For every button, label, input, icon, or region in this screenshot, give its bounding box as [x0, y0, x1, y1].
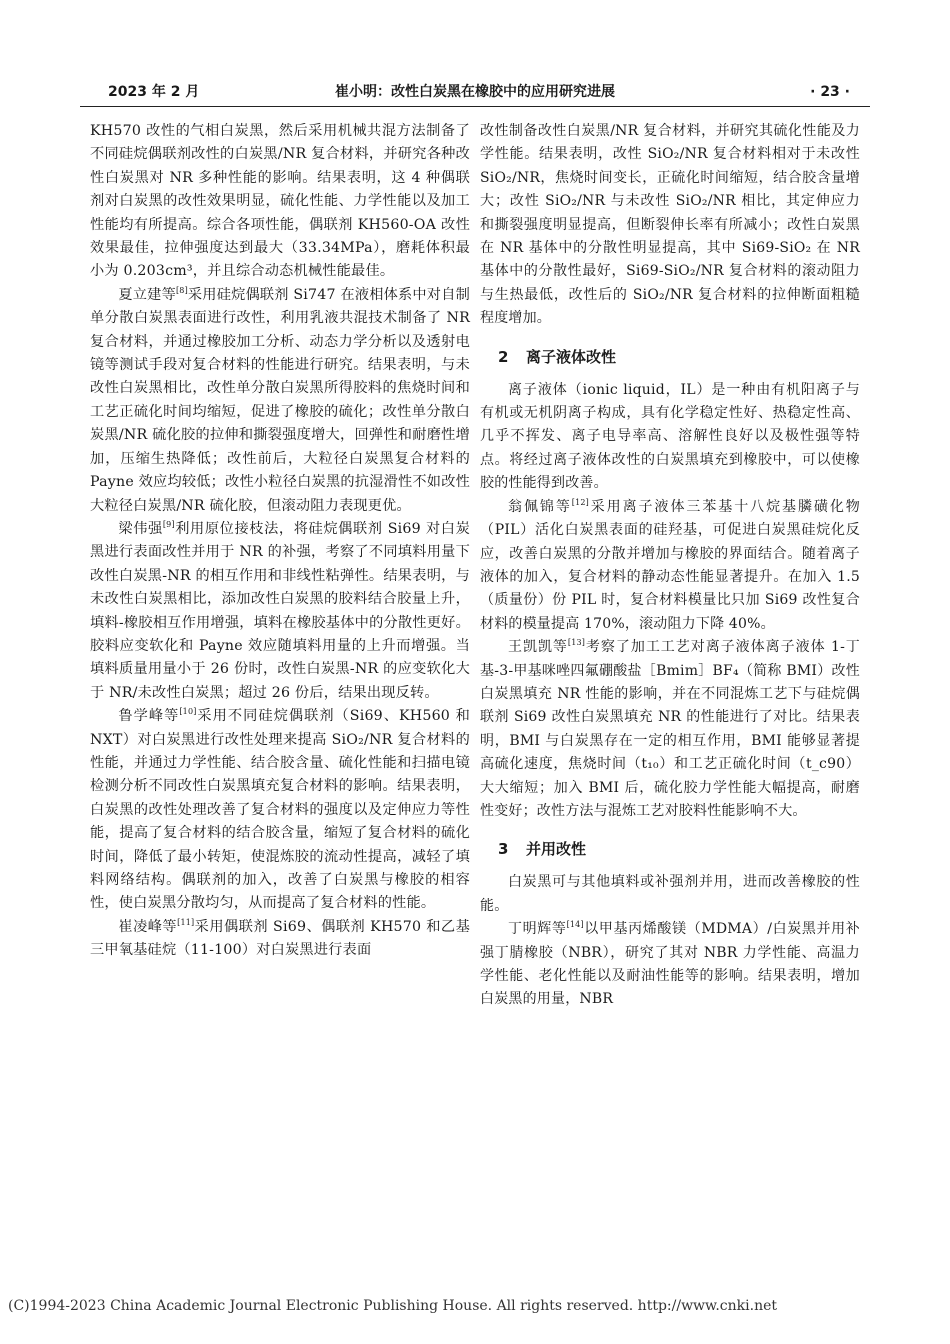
paragraph-text: 利用原位接枝法，将硅烷偶联剂 Si69 对白炭黑进行表面改性并用于 NR 的补强，考察了不同填料用量下改性白炭黑-NR 的相互作用和非线性粘弹性。结果表明，与未改性白炭黑相比，添加改性白炭黑的胶料结合胶量上升，填料-橡胶相互作用增强，填料在橡胶基体中的分散性更好。胶料应变软化和 Payne 效应随填料用量的上升而增强。当填料质量用量小于 26 份时，改性白炭黑-NR 的应变软化大于 NR/未改性白炭黑；超过 26 份后，结果出现反转。 [90, 520, 470, 701]
paragraph [480, 636, 860, 823]
issue-date: 2023 年 2 月 [108, 84, 200, 100]
author: 夏立建等 [118, 286, 176, 303]
section-heading [480, 837, 860, 861]
author: 梁伟强 [118, 520, 163, 537]
copyright-footer: (C)1994-2023 China Academic Journal Electronic Publishing House. All rights reserved. http://www.cnki.net [8, 1298, 778, 1314]
section-title: 并用改性 [526, 840, 587, 859]
running-header [80, 80, 870, 104]
paragraph: 离子液体（ionic liquid，IL）是一种由有机阳离子与有机或无机阴离子构成，具有化学稳定性好、热稳定性高、几乎不挥发、离子电导率高、溶解性良好以及极性强等特点。将经过离子液体改性的白炭黑填充到橡胶中，可以使橡胶的性能得到改善。 [480, 381, 860, 492]
paragraph-text: 考察了加工工艺对离子液体离子液体 1-丁基-3-甲基咪唑四氟硼酸盐［Bmim］BF₄（简称 BMI）改性白炭黑填充 NR 性能的影响，并在不同混炼工艺下与硅烷偶联剂 Si69 改性白炭黑填充 NR 的性能进行了对比。结果表明，BMI 与白炭黑存在一定的相互作用，BMI 能够显著提高硫化速度，焦烧时间（t₁₀）和工艺正硫化时间（t_c90）大大缩短；加入 BMI 后，硫化胶力学性能大幅提高，耐磨性变好；改性方法与混炼工艺对胶料性能影响不大。 [480, 639, 860, 819]
paragraph [90, 284, 470, 518]
citation-ref[interactable]: [12] [571, 497, 589, 507]
running-title: 崔小明：改性白炭黑在橡胶中的应用研究进展 [335, 84, 615, 100]
section-title: 离子液体改性 [526, 347, 617, 366]
section-number: 3 [498, 840, 509, 859]
left-column [90, 120, 470, 963]
paragraph [90, 518, 470, 705]
section-number: 2 [498, 347, 509, 366]
author: 丁明辉等 [508, 921, 567, 938]
header-rule [80, 106, 870, 107]
author: 鲁学峰等 [118, 708, 180, 725]
section-heading [480, 345, 860, 369]
author: 王凯凯等 [508, 639, 568, 656]
author: 崔凌峰等 [118, 918, 178, 935]
citation-ref[interactable]: [8] [175, 285, 188, 295]
citation-ref[interactable]: [11] [177, 917, 195, 927]
paragraph-text: 采用不同硅烷偶联剂（Si69、KH560 和 NXT）对白炭黑进行改性处理来提高 SiO₂/NR 复合材料的性能，并通过力学性能、结合胶含量、硫化性能和扫描电镜检测分析不同改性白炭黑填充复合材料的影响。结果表明，白炭黑的改性处理改善了复合材料的强度以及定伸应力等性能，提高了复合材料的结合胶含量，缩短了复合材料的硫化时间，降低了最小转矩，使混炼胶的流动性提高，减轻了填料网络结构。偶联剂的加入，改善了白炭黑与橡胶的相容性，使白炭黑分散均匀，从而提高了复合材料的性能。 [90, 708, 470, 912]
paragraph: 改性制备改性白炭黑/NR 复合材料，并研究其硫化性能及力学性能。结果表明，改性 SiO₂/NR 复合材料相对于未改性 SiO₂/NR，焦烧时间变长，正硫化时间缩短，结合胶含量增大；改性 SiO₂/NR 与未改性 SiO₂/NR 相比，其定伸应力和撕裂强度明显提高，但断裂伸长率有所减小；改性白炭黑在 NR 基体中的分散性明显提高，其中 Si69-SiO₂ 在 NR 基体中的分散性最好，Si69-SiO₂/NR 复合材料的滚动阻力与生热最低，改性后的 SiO₂/NR 复合材料的拉伸断面粗糙程度增加。 [480, 123, 860, 327]
right-column [480, 120, 860, 1012]
citation-ref[interactable]: [14] [566, 920, 584, 930]
citation-ref[interactable]: [10] [179, 707, 197, 717]
paragraph-text: 以甲基丙烯酸镁（MDMA）/白炭黑并用补强丁腈橡胶（NBR），研究了其对 NBR 力学性能、高温力学性能、老化性能以及耐油性能等的影响。结果表明，增加白炭黑的用量，NBR [480, 921, 860, 1008]
paragraph-text: 采用硅烷偶联剂 Si747 在液相体系中对自制单分散白炭黑表面进行改性，利用乳液共混技术制备了 NR 复合材料，并通过橡胶加工分析、动态力学分析以及透射电镜等测试手段对复合材料的性能进行研究。结果表明，与未改性白炭黑相比，改性单分散白炭黑所得胶料的焦烧时间和工艺正硫化时间均缩短，促进了橡胶的硫化；改性单分散白炭黑/NR 硫化胶的拉伸和撕裂强度增大，回弹性和耐磨性增加，压缩生热降低；改性前后，大粒径白炭黑复合材料的 Payne 效应均较低；改性小粒径白炭黑的抗湿滑性不如改性大粒径白炭黑/NR 硫化胶，但滚动阻力表现更优。 [90, 286, 470, 514]
author: 翁佩锦等 [508, 498, 572, 515]
paragraph-text: 采用偶联剂 Si69、偶联剂 KH570 和乙基三甲氧基硅烷（11-100）对白炭黑进行表面 [90, 918, 470, 959]
citation-ref[interactable]: [13] [567, 638, 586, 648]
paragraph-text: 采用离子液体三苯基十八烷基膦磺化物（PIL）活化白炭黑表面的硅羟基，可促进白炭黑硅烷化反应，改善白炭黑的分散并增加与橡胶的界面结合。随着离子液体的加入，复合材料的静动态性能显著提升。在加入 1.5（质量份）份 PIL 时，复合材料模量比只加 Si69 改性复合材料的模量提高 170%，滚动阻力下降 40%。 [480, 498, 860, 632]
paragraph: KH570 改性的气相白炭黑，然后采用机械共混方法制备了不同硅烷偶联剂改性的白炭黑/NR 复合材料，并研究各种改性白炭黑对 NR 多种性能的影响。结果表明，这 4 种偶联剂对白炭黑的改性效果明显，硫化性能、力学性能以及加工性能均有所提高。综合各项性能，偶联剂 KH560-OA 改性效果最佳，拉伸强度达到最大（33.34MPa），磨耗体积最小为 0.203cm³，并且综合动态机械性能最佳。 [90, 123, 470, 280]
page-number: · 23 · [810, 84, 850, 100]
citation-ref[interactable]: [9] [162, 519, 175, 529]
paragraph [480, 496, 860, 636]
paragraph [90, 705, 470, 916]
paragraph [480, 918, 860, 1012]
paragraph [90, 916, 470, 963]
paragraph: 白炭黑可与其他填料或补强剂并用，进而改善橡胶的性能。 [480, 874, 860, 914]
